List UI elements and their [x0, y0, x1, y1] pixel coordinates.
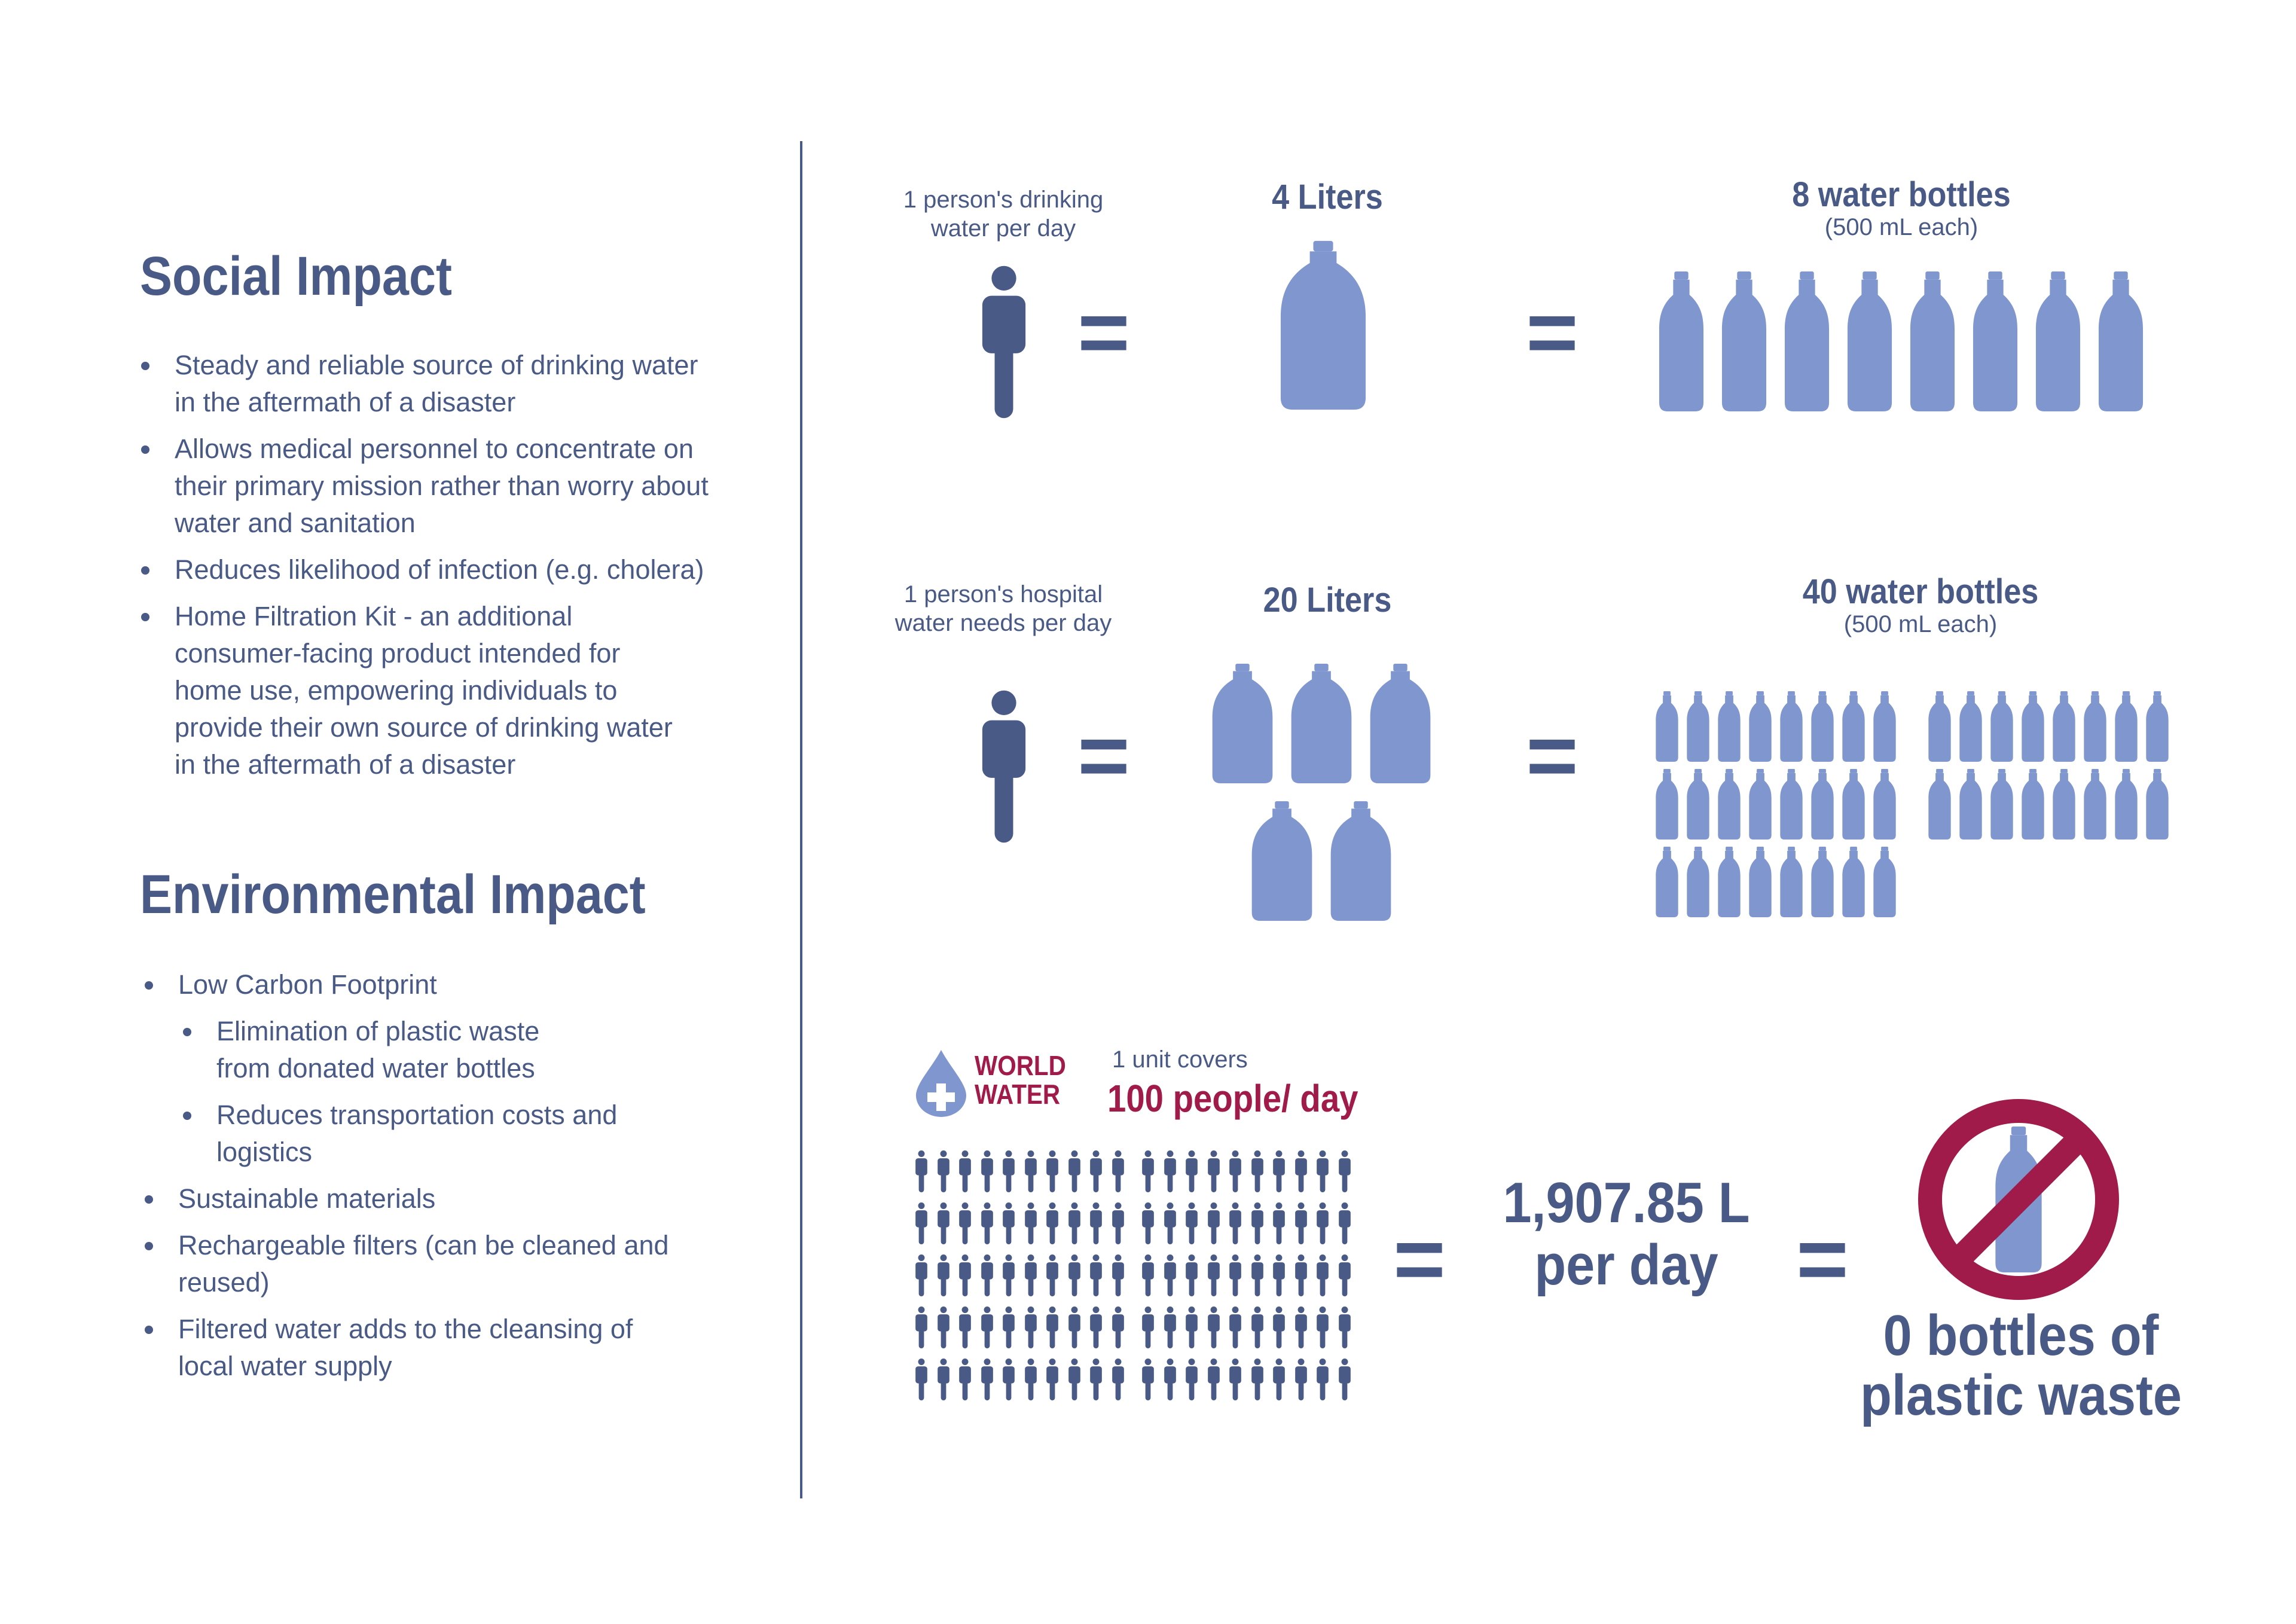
person-icon [1229, 1359, 1242, 1400]
person-icon [1046, 1306, 1059, 1348]
person-icon [1229, 1306, 1242, 1348]
person-icon [1294, 1150, 1308, 1192]
person-icon [1229, 1254, 1242, 1296]
social-impact-title: Social Impact [140, 246, 452, 307]
person-icon [1294, 1306, 1308, 1348]
person-icon [915, 1150, 928, 1192]
water-bottle-icon [1810, 847, 1834, 917]
row2-caption: 1 person's hospital water needs per day [894, 581, 1112, 636]
person-icon [1141, 1306, 1155, 1348]
water-bottle-icon [1846, 271, 1894, 411]
person-icon [1316, 1359, 1329, 1400]
person-icon [1141, 1202, 1155, 1244]
person-icon [958, 1254, 972, 1296]
water-bottle-icon [2097, 271, 2145, 411]
person-icon [981, 1306, 994, 1348]
person-icon [1207, 1359, 1220, 1400]
list-item: Sustainable materials [178, 1180, 716, 1217]
person-icon [1185, 1359, 1198, 1400]
water-bottle-icon [1842, 847, 1866, 917]
person-icon [1089, 1306, 1103, 1348]
water-bottle-icon [1748, 691, 1772, 762]
person-icon [958, 1150, 972, 1192]
person-icon [1316, 1306, 1329, 1348]
person-icon [937, 1254, 950, 1296]
water-bottle-icon [1959, 769, 1983, 840]
water-jug-icon [1330, 801, 1392, 921]
row1-liters-label: 4 Liters [1272, 178, 1383, 216]
person-icon [1141, 1359, 1155, 1400]
row1-caption: 1 person's drinking water per day [903, 187, 1104, 242]
water-bottle-icon [2052, 769, 2076, 840]
water-bottle-icon [1959, 691, 1983, 762]
person-icon [1185, 1150, 1198, 1192]
person-icon [1338, 1202, 1351, 1244]
water-bottle-icon [1842, 691, 1866, 762]
person-icon [1112, 1254, 1125, 1296]
equals-sign: = [1393, 1208, 1446, 1309]
list-item-nested: Reduces transportation costs and logistics [216, 1097, 716, 1171]
water-bottle-icon [1717, 847, 1741, 917]
unit-covers-label: 1 unit covers [1112, 1046, 1248, 1073]
person-icon [978, 688, 1030, 845]
list-item: Home Filtration Kit - an additional consumer-facing product intended for home use, empowering individuals to provide their own source of drinking water in the aftermath of a disaster [175, 598, 689, 783]
person-icon [1046, 1254, 1059, 1296]
water-bottle-icon [1873, 847, 1897, 917]
person-icon [1316, 1254, 1329, 1296]
water-bottle-icon [1779, 769, 1803, 840]
person-icon [1207, 1306, 1220, 1348]
person-icon [1068, 1150, 1081, 1192]
person-icon [1002, 1306, 1015, 1348]
person-icon [1068, 1359, 1081, 1400]
list-item: Rechargeable filters (can be cleaned and reused) [178, 1227, 716, 1301]
water-bottle-icon [2114, 769, 2138, 840]
water-jug-icon [1369, 664, 1431, 783]
person-icon [1272, 1359, 1286, 1400]
no-bottles-icon [1917, 1098, 2120, 1301]
person-icon [1272, 1254, 1286, 1296]
result-line1: 0 bottles of [1883, 1304, 2159, 1367]
water-bottle-icon [1748, 769, 1772, 840]
water-bottle-icon [1783, 271, 1831, 411]
person-icon [1068, 1306, 1081, 1348]
person-icon [1089, 1150, 1103, 1192]
person-icon [1207, 1150, 1220, 1192]
person-icon [1294, 1254, 1308, 1296]
water-bottle-icon [1655, 769, 1679, 840]
person-icon [1294, 1359, 1308, 1400]
person-icon [937, 1202, 950, 1244]
person-icon [1002, 1202, 1015, 1244]
person-icon [1002, 1254, 1015, 1296]
person-icon [1164, 1306, 1177, 1348]
person-icon [1089, 1202, 1103, 1244]
person-icon [937, 1359, 950, 1400]
world-water-logo-icon [916, 1050, 966, 1117]
person-icon [1024, 1254, 1037, 1296]
person-icon [1207, 1202, 1220, 1244]
person-icon [1112, 1306, 1125, 1348]
water-bottle-icon [1873, 769, 1897, 840]
person-icon [1251, 1202, 1264, 1244]
person-icon [1207, 1254, 1220, 1296]
result-line2: plastic waste [1860, 1363, 2182, 1427]
person-icon [937, 1306, 950, 1348]
list-item: Filtered water adds to the cleansing of local water supply [178, 1311, 668, 1385]
row2-bottle-group [1655, 691, 2181, 918]
water-bottle-icon [1655, 691, 1679, 762]
person-icon [1046, 1359, 1059, 1400]
person-icon [1046, 1202, 1059, 1244]
person-icon [1185, 1254, 1198, 1296]
row2-bottles-label: 40 water bottles [1802, 572, 2039, 611]
water-bottle-icon [1748, 847, 1772, 917]
world-water-logo-text [975, 1051, 1066, 1109]
water-bottle-icon [1990, 691, 2014, 762]
water-bottle-icon [2145, 691, 2169, 762]
person-icon [1338, 1306, 1351, 1348]
equals-sign: = [1796, 1208, 1849, 1309]
water-bottle-icon [1842, 769, 1866, 840]
person-icon [981, 1254, 994, 1296]
water-bottle-icon [1657, 271, 1705, 411]
water-bottle-icon [1810, 769, 1834, 840]
volume-per-day [1486, 1172, 1766, 1296]
water-bottle-icon [2083, 691, 2107, 762]
person-icon [915, 1254, 928, 1296]
list-item-nested: Elimination of plastic waste from donated water bottles [216, 1013, 587, 1087]
person-icon [981, 1202, 994, 1244]
person-icon [1338, 1254, 1351, 1296]
person-icon [1164, 1202, 1177, 1244]
list-item: Allows medical personnel to concentrate on their primary mission rather than worry about water and sanitation [175, 431, 713, 542]
water-bottle-icon [2021, 769, 2045, 840]
person-icon [1185, 1306, 1198, 1348]
person-icon [1002, 1150, 1015, 1192]
person-icon [1316, 1202, 1329, 1244]
person-icon [1068, 1254, 1081, 1296]
person-icon [1229, 1202, 1242, 1244]
water-bottle-icon [1717, 691, 1741, 762]
row1-bottles-note: (500 mL each) [1824, 214, 1979, 240]
person-icon [937, 1150, 950, 1192]
person-icon [1164, 1150, 1177, 1192]
person-icon [1294, 1202, 1308, 1244]
equals-sign: = [1526, 705, 1578, 805]
person-icon [1164, 1254, 1177, 1296]
water-bottle-icon [1717, 769, 1741, 840]
water-bottle-icon [2034, 271, 2082, 411]
water-jug-icon [1251, 801, 1313, 921]
person-icon [1316, 1150, 1329, 1192]
person-icon [1112, 1202, 1125, 1244]
person-icon [1141, 1150, 1155, 1192]
social-impact-list [175, 347, 713, 783]
person-icon [981, 1150, 994, 1192]
water-bottle-icon [1686, 847, 1710, 917]
person-icon [1068, 1202, 1081, 1244]
person-icon [1272, 1150, 1286, 1192]
person-icon [1024, 1359, 1037, 1400]
list-item: Reduces likelihood of infection (e.g. cholera) [175, 551, 713, 588]
water-bottle-icon [1810, 691, 1834, 762]
water-bottle-icon [2021, 691, 2045, 762]
logo-line1: WORLD [975, 1050, 1066, 1081]
water-bottle-icon [1909, 271, 1956, 411]
person-icon [1338, 1150, 1351, 1192]
water-bottle-icon [1779, 847, 1803, 917]
water-jug-icon [1211, 664, 1274, 783]
environmental-impact-title: Environmental Impact [140, 864, 646, 925]
zero-plastic-waste [1849, 1306, 2193, 1425]
person-icon [1185, 1202, 1198, 1244]
water-bottle-icon [1686, 691, 1710, 762]
water-bottle-icon [2114, 691, 2138, 762]
person-icon [1251, 1359, 1264, 1400]
person-icon [915, 1202, 928, 1244]
person-icon [981, 1359, 994, 1400]
water-bottle-icon [1971, 271, 2019, 411]
water-bottle-icon [1779, 691, 1803, 762]
person-icon [1089, 1254, 1103, 1296]
equals-sign: = [1526, 282, 1578, 382]
person-icon [1272, 1306, 1286, 1348]
row1-bottles-label: 8 water bottles [1792, 175, 2011, 214]
person-icon [1272, 1202, 1286, 1244]
people-grid [915, 1150, 1357, 1420]
volume-line1: 1,907.85 L [1503, 1171, 1750, 1235]
person-icon [1024, 1306, 1037, 1348]
logo-line2: WATER [975, 1079, 1061, 1110]
equals-sign: = [1077, 705, 1130, 805]
water-bottle-icon [1928, 769, 1952, 840]
person-icon [1164, 1359, 1177, 1400]
water-bottle-icon [2083, 769, 2107, 840]
person-icon [1338, 1359, 1351, 1400]
person-icon [1002, 1359, 1015, 1400]
person-icon [1251, 1150, 1264, 1192]
list-item: Steady and reliable source of drinking water in the aftermath of a disaster [175, 347, 713, 421]
person-icon [1251, 1254, 1264, 1296]
person-icon [1024, 1150, 1037, 1192]
person-icon [1141, 1254, 1155, 1296]
person-icon [958, 1202, 972, 1244]
person-icon [958, 1306, 972, 1348]
list-item: Low Carbon Footprint [178, 966, 716, 1003]
person-icon [1046, 1150, 1059, 1192]
people-per-day-label: 100 people/ day [1107, 1077, 1358, 1120]
person-icon [1024, 1202, 1037, 1244]
person-icon [1089, 1359, 1103, 1400]
water-bottle-icon [2145, 769, 2169, 840]
volume-line2: per day [1534, 1233, 1718, 1297]
row2-bottles-note: (500 mL each) [1843, 611, 1998, 637]
person-icon [1112, 1359, 1125, 1400]
water-bottle-icon [1990, 769, 2014, 840]
water-bottle-icon [2052, 691, 2076, 762]
equals-sign: = [1077, 282, 1130, 382]
person-icon [958, 1359, 972, 1400]
water-bottle-icon [1873, 691, 1897, 762]
water-jug-icon [1280, 240, 1367, 410]
environmental-impact-list [178, 966, 716, 1385]
person-icon [978, 263, 1030, 421]
water-jug-icon [1290, 664, 1352, 783]
person-icon [915, 1306, 928, 1348]
vertical-divider [800, 141, 802, 1498]
person-icon [915, 1359, 928, 1400]
person-icon [1229, 1150, 1242, 1192]
person-icon [1251, 1306, 1264, 1348]
water-bottle-icon [1655, 847, 1679, 917]
water-bottle-icon [1720, 271, 1768, 411]
person-icon [1112, 1150, 1125, 1192]
water-bottle-icon [1928, 691, 1952, 762]
row2-liters-label: 20 Liters [1263, 581, 1392, 619]
water-bottle-icon [1686, 769, 1710, 840]
